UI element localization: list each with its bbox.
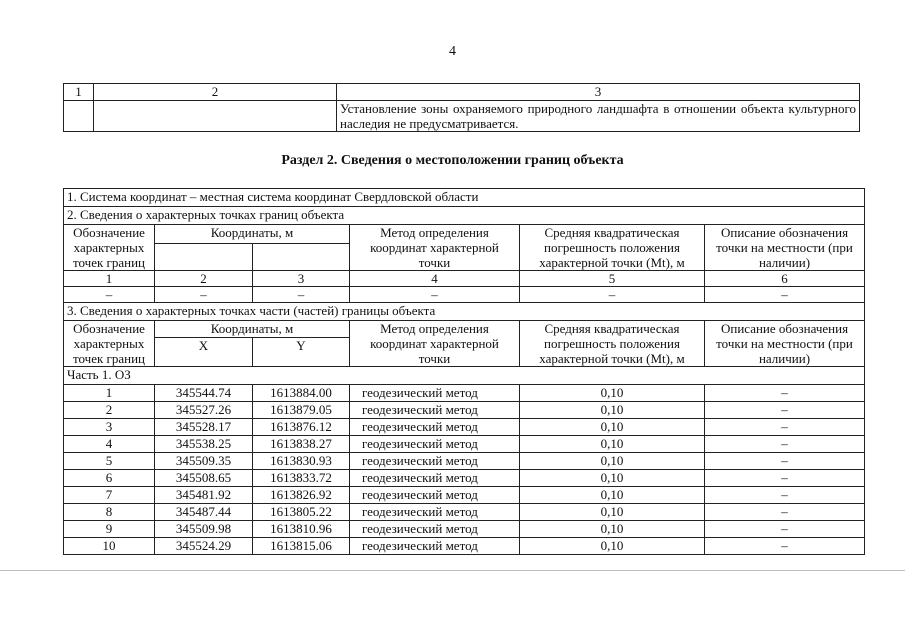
col-description: Описание обозначения точки на местности (при наличии) bbox=[705, 321, 865, 367]
column-number: 1 bbox=[64, 271, 155, 287]
point-x: 345528.17 bbox=[155, 419, 253, 436]
points-body bbox=[64, 385, 865, 555]
header-cell: 3 bbox=[337, 84, 860, 101]
point-method: геодезический метод bbox=[350, 453, 520, 470]
point-x: 345509.35 bbox=[155, 453, 253, 470]
table-row bbox=[64, 504, 865, 521]
col-method: Метод определения координат характерной точки bbox=[350, 225, 520, 271]
col-designation: Обозначение характерных точек границ bbox=[64, 321, 155, 367]
point-number: 6 bbox=[64, 470, 155, 487]
point-description: – bbox=[705, 470, 865, 487]
point-method: геодезический метод bbox=[350, 521, 520, 538]
continuation-row bbox=[64, 101, 860, 132]
col-designation: Обозначение характерных точек границ bbox=[64, 225, 155, 271]
point-y: 1613833.72 bbox=[253, 470, 350, 487]
col-error: Средняя квадратическая погрешность положения характерной точки (Mt), м bbox=[520, 321, 705, 367]
point-error: 0,10 bbox=[520, 470, 705, 487]
landscape-zone-note: Установление зоны охраняемого природного ландшафта в отношении объекта культурного наследия не предусматривается. bbox=[337, 101, 860, 132]
point-x: 345527.26 bbox=[155, 402, 253, 419]
point-y: 1613876.12 bbox=[253, 419, 350, 436]
point-y: 1613810.96 bbox=[253, 521, 350, 538]
section3-header-row bbox=[64, 321, 865, 338]
point-y: 1613884.00 bbox=[253, 385, 350, 402]
continuation-header-row bbox=[64, 84, 860, 101]
page-fold-line bbox=[0, 570, 905, 571]
table-row bbox=[64, 436, 865, 453]
col-coords: Координаты, м bbox=[155, 225, 350, 244]
col-error: Средняя квадратическая погрешность положения характерной точки (Mt), м bbox=[520, 225, 705, 271]
point-description: – bbox=[705, 487, 865, 504]
point-error: 0,10 bbox=[520, 419, 705, 436]
table-row bbox=[64, 385, 865, 402]
point-number: 2 bbox=[64, 402, 155, 419]
point-x: 345524.29 bbox=[155, 538, 253, 555]
dash-cell: – bbox=[520, 287, 705, 303]
dash-cell: – bbox=[705, 287, 865, 303]
dash-cell: – bbox=[350, 287, 520, 303]
point-y: 1613815.06 bbox=[253, 538, 350, 555]
dash-row bbox=[64, 287, 865, 303]
point-x: 345509.98 bbox=[155, 521, 253, 538]
point-error: 0,10 bbox=[520, 402, 705, 419]
column-number: 2 bbox=[155, 271, 253, 287]
point-number: 10 bbox=[64, 538, 155, 555]
point-error: 0,10 bbox=[520, 538, 705, 555]
point-method: геодезический метод bbox=[350, 402, 520, 419]
point-error: 0,10 bbox=[520, 504, 705, 521]
column-number: 3 bbox=[253, 271, 350, 287]
point-description: – bbox=[705, 436, 865, 453]
table-row bbox=[64, 402, 865, 419]
section2-header-row bbox=[64, 225, 865, 244]
header-cell: 2 bbox=[94, 84, 337, 101]
part-label: Часть 1. ОЗ bbox=[64, 367, 865, 385]
point-method: геодезический метод bbox=[350, 385, 520, 402]
continuation-table bbox=[63, 83, 860, 132]
point-method: геодезический метод bbox=[350, 470, 520, 487]
point-y: 1613805.22 bbox=[253, 504, 350, 521]
point-y: 1613838.27 bbox=[253, 436, 350, 453]
col-y: Y bbox=[253, 338, 350, 367]
empty-cell bbox=[94, 101, 337, 132]
point-description: – bbox=[705, 419, 865, 436]
col-x-empty bbox=[155, 244, 253, 271]
point-y: 1613826.92 bbox=[253, 487, 350, 504]
point-number: 3 bbox=[64, 419, 155, 436]
coord-system-row bbox=[64, 189, 865, 207]
col-coords: Координаты, м bbox=[155, 321, 350, 338]
point-number: 7 bbox=[64, 487, 155, 504]
dash-cell: – bbox=[64, 287, 155, 303]
point-x: 345487.44 bbox=[155, 504, 253, 521]
boundary-table bbox=[63, 188, 865, 555]
point-description: – bbox=[705, 385, 865, 402]
point-x: 345508.65 bbox=[155, 470, 253, 487]
point-method: геодезический метод bbox=[350, 504, 520, 521]
section2-title-row bbox=[64, 207, 865, 225]
point-method: геодезический метод bbox=[350, 436, 520, 453]
point-error: 0,10 bbox=[520, 521, 705, 538]
point-error: 0,10 bbox=[520, 385, 705, 402]
table-row bbox=[64, 521, 865, 538]
point-method: геодезический метод bbox=[350, 538, 520, 555]
section3-title: 3. Сведения о характерных точках части (частей) границы объекта bbox=[64, 303, 865, 321]
point-x: 345538.25 bbox=[155, 436, 253, 453]
point-description: – bbox=[705, 538, 865, 555]
part-label-row bbox=[64, 367, 865, 385]
column-number: 4 bbox=[350, 271, 520, 287]
empty-cell bbox=[64, 101, 94, 132]
col-x: X bbox=[155, 338, 253, 367]
point-error: 0,10 bbox=[520, 436, 705, 453]
section2-title: 2. Сведения о характерных точках границ объекта bbox=[64, 207, 865, 225]
point-number: 5 bbox=[64, 453, 155, 470]
point-y: 1613879.05 bbox=[253, 402, 350, 419]
point-description: – bbox=[705, 453, 865, 470]
table-row bbox=[64, 487, 865, 504]
page-number: 4 bbox=[449, 44, 456, 59]
point-x: 345544.74 bbox=[155, 385, 253, 402]
point-description: – bbox=[705, 521, 865, 538]
dash-cell: – bbox=[155, 287, 253, 303]
point-number: 4 bbox=[64, 436, 155, 453]
section-title: Раздел 2. Сведения о местоположении границ объекта bbox=[281, 153, 624, 168]
table-row bbox=[64, 470, 865, 487]
point-number: 8 bbox=[64, 504, 155, 521]
col-y-empty bbox=[253, 244, 350, 271]
point-number: 9 bbox=[64, 521, 155, 538]
col-method: Метод определения координат характерной точки bbox=[350, 321, 520, 367]
column-number-row bbox=[64, 271, 865, 287]
col-description: Описание обозначения точки на местности (при наличии) bbox=[705, 225, 865, 271]
point-y: 1613830.93 bbox=[253, 453, 350, 470]
point-description: – bbox=[705, 402, 865, 419]
point-x: 345481.92 bbox=[155, 487, 253, 504]
header-cell: 1 bbox=[64, 84, 94, 101]
column-number: 6 bbox=[705, 271, 865, 287]
table-row bbox=[64, 453, 865, 470]
point-error: 0,10 bbox=[520, 453, 705, 470]
point-number: 1 bbox=[64, 385, 155, 402]
coord-system-text: 1. Система координат – местная система координат Свердловской области bbox=[64, 189, 865, 207]
column-number: 5 bbox=[520, 271, 705, 287]
table-row bbox=[64, 538, 865, 555]
section3-title-row bbox=[64, 303, 865, 321]
point-method: геодезический метод bbox=[350, 487, 520, 504]
point-method: геодезический метод bbox=[350, 419, 520, 436]
table-row bbox=[64, 419, 865, 436]
dash-cell: – bbox=[253, 287, 350, 303]
point-description: – bbox=[705, 504, 865, 521]
point-error: 0,10 bbox=[520, 487, 705, 504]
